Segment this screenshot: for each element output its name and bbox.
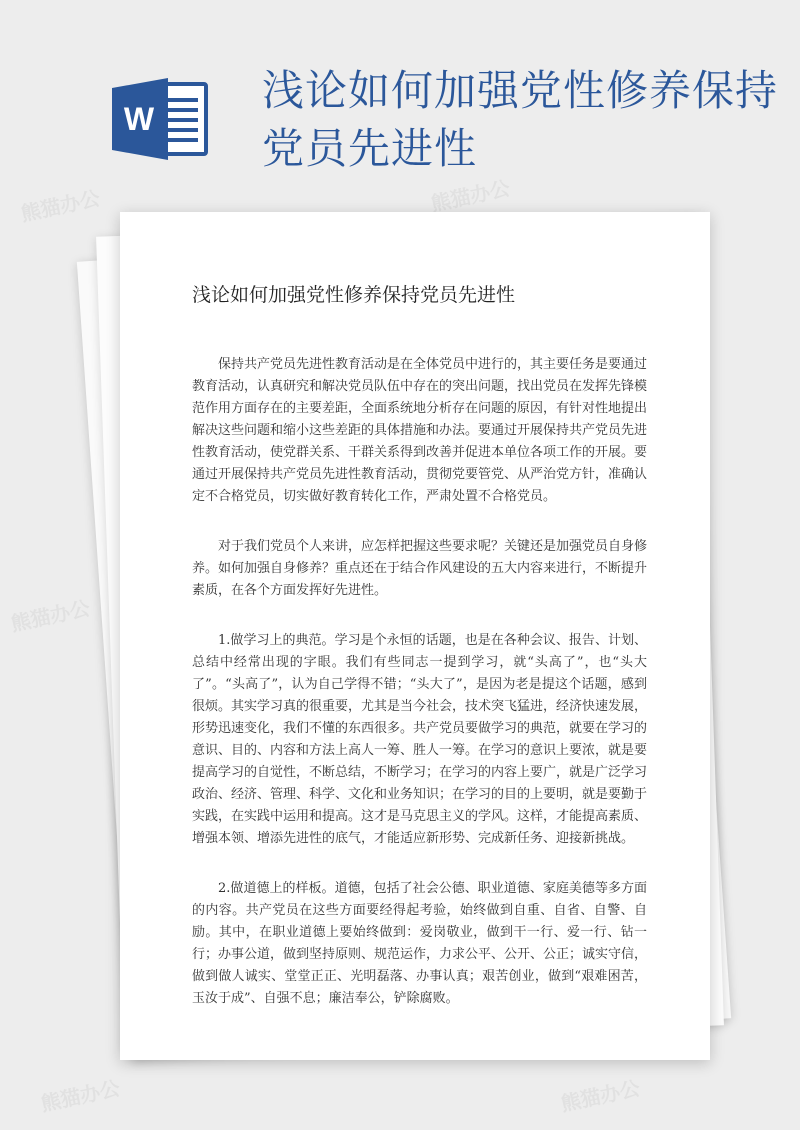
- watermark: 熊猫办公: [18, 185, 102, 227]
- header-title: 浅论如何加强党性修养保持党员先进性: [262, 66, 779, 173]
- paragraph: 保持共产党员先进性教育活动是在全体党员中进行的，其主要任务是要通过教育活动，认真研究和解决党员队伍中存在的突出问题，找出党员在发挥先锋模范作用方面存在的主要差距，全面系统地分析存在问题的原因，有针对性地提出解决这些问题和缩小这些差距的具体措施和办法。要通过开展保持共产党员先进性教育活动，使党群关系、干群关系得到改善并促进本单位各项工作的开展。要通过开展保持共产党员先进性教育活动，贯彻党要管党、从严治党方针，准确认定不合格党员，切实做好教育转化工作，严肃处置不合格党员。: [192, 357, 648, 504]
- document-title: 浅论如何加强党性修养保持党员先进性: [192, 284, 516, 306]
- document-body: [192, 354, 647, 1038]
- watermark: 熊猫办公: [428, 175, 512, 217]
- watermark: 熊猫办公: [558, 1075, 642, 1117]
- logo-letter: W: [123, 101, 155, 137]
- watermark: 熊猫办公: [38, 1075, 122, 1117]
- word-logo-icon: [112, 78, 210, 160]
- document-page: [120, 212, 710, 1060]
- watermark: 熊猫办公: [8, 595, 92, 637]
- paragraph: 2.做道德上的样板。道德，包括了社会公德、职业道德、家庭美德等多方面的内容。共产党员在这些方面要经得起考验，始终做到自重、自省、自警、自励。其中，在职业道德上要始终做到：爱岗敬业，做到干一行、爱一行、钻一行；办事公道，做到坚持原则、规范运作，力求公平、公开、公正；诚实守信，做到做人诚实、堂堂正正、光明磊落、办事认真；艰苦创业，做到“艰难困苦，玉汝于成”、自强不息；廉洁奉公，铲除腐败。: [192, 881, 648, 1006]
- paragraph: 1.做学习上的典范。学习是个永恒的话题，也是在各种会议、报告、计划、总结中经常出现的字眼。我们有些同志一提到学习，就“头高了”，也“头大了”。“头高了”，认为自己学得不错；“头大了”，是因为老是提这个话题，感到很烦。其实学习真的很重要，尤其是当今社会，技术突飞猛进，经济快速发展，形势迅速变化，我们不懂的东西很多。共产党员要做学习的典范，就要在学习的意识、目的、内容和方法上高人一筹、胜人一筹。在学习的意识上要浓，就是要提高学习的自觉性，不断总结，不断学习；在学习的内容上要广，就是广泛学习政治、经济、管理、科学、文化和业务知识；在学习的目的上要明，就是要勤于实践，在实践中运用和提高。这才是马克思主义的学风。这样，才能提高素质、增强本领、增添先进性的底气，才能适应新形势、完成新任务、迎接新挑战。: [192, 633, 648, 846]
- paragraph: 对于我们党员个人来讲，应怎样把握这些要求呢？关键还是加强党员自身修养。如何加强自身修养？重点还在于结合作风建设的五大内容来进行，不断提升素质，在各个方面发挥好先进性。: [192, 539, 648, 598]
